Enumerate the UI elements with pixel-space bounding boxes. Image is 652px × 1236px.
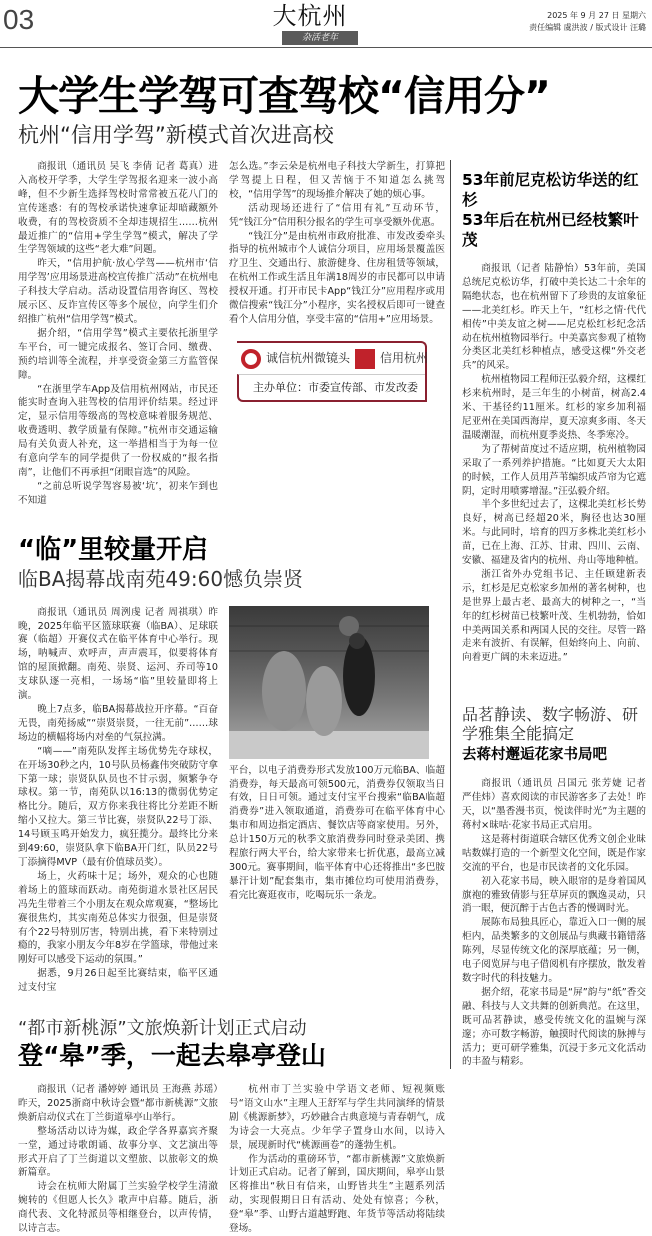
paragraph: 据悉，9月26日起至比赛结束，临平区通过支付宝 — [18, 968, 218, 994]
paragraph: “在浙里学车App及信用杭州网站，市民还能实时查询入驻驾校的信用评价结果。经过评定，显示信用等级高的驾校意味着服务规范、收费透明、教学质量有保障。”杭州市交通运输局有关负责人补充，这一举措相当于为每一位有意向学车的同学提供了一份权威的“报名指南”，让他们不再承担“闭眼盲选”的风险。 — [18, 383, 218, 478]
headline-redwood — [462, 170, 646, 250]
paragraph: 昨天，“信用护航·放心学驾——杭州市‘信用学驾’应用场景进高校宣传推广活动”在杭州电子科技大学启动。活动设置信用咨询区、驾校展示区、反诈宣传区等多个展位，向学生们介绍推广杭州“信用学驾”模式。 — [18, 258, 218, 325]
paragraph: 商报讯（通讯员 吕国元 张芳婕 记者 严佳炜）喜欢阅读的市民游客多了去处！昨天，以“墨香漫书页，悦读伴时光”为主题的蒋村×昧咕·花家书局正式启用。 — [462, 778, 646, 831]
paragraph: 晚上7点多，临BA揭幕战拉开序幕。“百奋无畏，南苑扬威”“崇贤崇贤，一往无前”……球场边的横幅将场内对垒的气氛拉满。 — [18, 704, 218, 743]
bookstore-headline: 去蒋村邂逅花家书局吧 — [462, 747, 607, 764]
editors: 责任编辑 虞洪波 / 版式设计 汪璐 — [529, 23, 646, 32]
redwood-body — [462, 262, 646, 665]
article1-col2 — [229, 160, 445, 327]
paragraph: 整场活动以诗为媒，政企学各界嘉宾齐聚一堂，通过诗歌朗诵、故事分享、文艺演出等形式开启了丁兰街道以文塑旅、以旅彰文的焕新篇章。 — [18, 1125, 218, 1179]
article1-columns — [18, 160, 445, 508]
article1-col2-wrap — [229, 160, 445, 402]
spacer — [462, 665, 646, 705]
logo-text-1: 诚信杭州微镜头 — [266, 351, 351, 366]
headline-line: 53年后在杭州已经枝繁叶茂 — [462, 211, 639, 249]
sponsor-line: 主办单位：市委宣传部、市发改委 — [237, 374, 425, 402]
paragraph: 活动现场还进行了“信用有礼”互动环节，凭“钱江分”信用积分报名的学生可享受额外优惠。 — [229, 202, 445, 228]
paragraph: 半个多世纪过去了，这棵北美红杉长势良好，树高已经超20米，胸径也达30厘米。与此同时，培育的四万多株北美红杉小苗，已在上海、江苏、甘肃、四川、云南、安徽、福建及省内的杭州、舟山等地种植。 — [462, 499, 646, 567]
kicker-gaoting: “都市新桃源”文旅焕新计划正式启动 — [18, 1018, 307, 1040]
paragraph: 场上，火药味十足；场外，观众的心也随着场上的篮球而跃动。南苑街道水景社区居民冯先生带着三个小朋友在观众席观赛，“整场比赛很焦灼，其实南苑总体实力很强，但是崇贤有个22号特别厉害，特别出挑，看下来特别过瘾的，我家小朋友今年8岁在学篮球，带他过来刚好可以感受下运动的氛围。” — [18, 870, 218, 966]
section-tag: 杂活老年 — [282, 31, 358, 45]
article1-col1 — [18, 160, 218, 508]
paragraph: 怎么选。”李云朵是杭州电子科技大学新生，打算把学驾提上日程，但又苦恼于不知道怎么挑驾校，“信用学驾”的现场推介解决了她的烦心事。 — [229, 161, 445, 200]
paragraph: 杭州植物园工程师汪弘毅介绍，这棵红杉来杭州时，是三年生的小树苗，树高2.4米、干基径约11厘米。红杉的家乡加利福尼亚州在美国西海岸，夏天凉爽多雨、冬天温暖潮湿，而杭州夏季炎热、冬季寒冷。 — [462, 374, 646, 441]
paragraph: 作为活动的重磅环节，“都市新桃源”文旅焕新计划正式启动。记者了解到，国庆期间，皋亭山景区将推出“秋日有信来，山野皆共生”主题系列活动，实现假期日日有活动、处处有惊喜；今秋，登“皋”季、山野古道越野跑、年货节等活动将陆续登场。 — [229, 1153, 445, 1235]
headline-driving: 大学生学驾可查驾校“信用分” — [18, 72, 550, 120]
paragraph: 商报讯（通讯员 吴飞 李倩 记者 葛真）进入高校开学季，大学生学驾报名迎来一波小高峰，但不少新生选择驾校时常常被五花八门的宣传迷惑：有的驾校承诺快速拿证却暗藏额外收费，有的驾校资质不全却违规招生……杭州最近推广的“信用+学生学驾”模式，解决了学生学驾领域的这些“老大难”问题。 — [18, 161, 218, 256]
paragraph: 诗会在杭师大附属丁兰实验学校学生清澈婉转的《但愿人长久》歌声中启幕。随后，浙商代表、文化特派员等相继登台，以声传情，以诗言志。 — [18, 1181, 218, 1235]
subheadline-driving: 杭州“信用学驾”新模式首次进高校 — [18, 123, 334, 147]
gaoting-col2 — [229, 1083, 445, 1236]
paragraph: “嘀——”南苑队发挥主场优势先夺球权，在开场30秒之内，10号队员杨鑫伟突破防守拿下第一球；崇贤队队员也不甘示弱，频繁争夺球权。第一节，南苑队以16:13的微弱优势定格比分。随后，双方你来我往将比分差距不断缩小又拉大。第三节比赛，崇贤队22号丁添、14号顾玉鸣开始发力，疯狂揽分。最终比分来到49:60，崇贤队拿下临BA开门红，队员22号丁添摘得MVP（最有价值球员奖）。 — [18, 745, 218, 868]
paragraph: 为了帮树苗度过不适应期，杭州植物园采取了一系列养护措施。“比如夏天大太阳的时候，工作人员用芦苇编织成芦帘为它遮阴，定时用喷雾增湿。”汪弘毅介绍。 — [462, 443, 646, 497]
page-number: 03 — [3, 4, 35, 35]
page-columns — [0, 160, 652, 1236]
page-header — [0, 0, 652, 48]
paragraph: “钱江分”是由杭州市政府批准、市发改委牵头指导的杭州城市个人诚信分项目，应用场景覆盖医疗卫生、交通出行、旅游健身、住房租赁等领域，在杭州工作或生活且年满18周岁的市民都可以申请授权开通。打开市民卡App“钱江分”应用程序或用微信搜索“钱江分”小程序，实名授权后即可一键查看个人信用分值，享受丰富的“信用+”应用场景。 — [229, 230, 445, 325]
credit-banner — [237, 341, 427, 402]
article3-columns — [18, 1083, 445, 1236]
article2-columns — [18, 606, 445, 995]
paragraph: 商报讯（记者 陆静怡）53年前，美国总统尼克松访华，打破中美长达二十余年的隔绝状态，也在杭州留下了珍贵的友谊象征——北美红杉。昨天上午，“红杉之情·代代相传”中美友谊之树——尼克松红杉纪念活动在杭州植物园举行。中美嘉宾参观了植物分类区北美红杉种植点，感受这棵“外交老兵”的风采。 — [462, 263, 646, 372]
date-info — [529, 10, 646, 34]
paragraph: 展陈布局独具匠心，靠近入口一侧的展柜内，品类繁多的文创展品与典藏书籍错落陈列，尽显传统文化的深厚底蕴；另一侧，电子阅览屏与电子借阅机有序摆放，散发着数字时代的科技魅力。 — [462, 917, 646, 984]
basketball-photo — [229, 606, 429, 759]
basketball-players-illustration — [229, 606, 429, 759]
right-column — [450, 160, 652, 1069]
paragraph: 杭州市丁兰实验中学语文老师、短视频账号“语文山水”主理人王舒军与学生共同演绎的情景剧《桃源新梦》，巧妙融合古典意境与青春朝气，成为诗会一大亮点。少年学子置身山水间，以诗入景，展现新时代“桃源画卷”的蓬勃生机。 — [229, 1084, 445, 1151]
bookstore-body — [462, 777, 646, 1069]
headline-line: 53年前尼克松访华送的红杉 — [462, 171, 639, 209]
camera-lens-logo-icon — [241, 349, 261, 369]
paragraph: 商报讯（通讯员 周洌虔 记者 周祺琪）昨晚，2025年临平区篮球联赛（临BA）、足球联赛（临超）开赛仪式在临平体育中心举行。现场，呐喊声、欢呼声，声声震耳，似要将体育馆的屋顶掀翻。南苑、崇贤、运河、乔司等10支球队逐一亮相，一场场“临”里较量即将上演。 — [18, 606, 218, 702]
paragraph: 平台，以电子消费券形式发放100万元临BA、临超消费券，每天最高可领500元，消费券仅领取当日有效，日日可领。通过支付宝平台搜索“临BA临超消费券”进入领取通道，消费券可在临平体育中心集市和周边指定酒店、餐饮店等商家使用。另外，总计150万元的秋季文旅消费券同时登录美团、携程旅行两大平台，给大家带来七折优惠，最高立减300元。赛事期间，临平体育中心还将推出“多巴胺暴汗计划”配套集市，集市摊位均可使用消费券，看完比赛逛夜市，吃喝玩乐一条龙。 — [229, 764, 445, 901]
issue-date: 2025 年 9 月 27 日 星期六 — [547, 11, 646, 20]
paragraph: 据介绍，花家书局是“屏”韵与“纸”香交融、科技与人文共舞的创新典范。在这里，既可品茗静读，感受传统文化的温婉与深邃；亦可数字畅游，触摸时代阅读的脉搏与活力；更可研学雅集，沉浸于多元文化活动的丰盈与精彩。 — [462, 986, 646, 1068]
gaoting-col1 — [18, 1083, 218, 1236]
subheadline-basketball: 临BA揭幕战南苑49:60憾负崇贤 — [18, 566, 304, 591]
paragraph: 浙江省外办党组书记、主任顾建新表示，红杉是尼克松家乡加州的著名树种，也是世界上最古老、最高大的树种之一，“当年的红杉树苗已枝繁叶茂、生机勃勃，恰如中美两国关系和两国人民的交往。尽管一路走来有波折、有误解，但始终向上、向前、向着更广阔的未来迈进。” — [462, 568, 646, 664]
basketball-col1 — [18, 606, 218, 995]
paragraph: 据介绍，“信用学驾”模式主要依托浙里学车平台，可一键完成报名、签订合同、缴费、预约培训等全流程，并享受资金第三方监管保障。 — [18, 327, 218, 381]
headline-gaoting: 登“皋”季，一起去皋亭登山 — [18, 1041, 326, 1071]
bookstore-kicker: 品茗静读、数字畅游、研学雅集全能搞定 — [462, 705, 639, 744]
left-area — [0, 160, 450, 1236]
logo-text-2: 信用杭州 — [380, 351, 429, 366]
credit-hangzhou-logo-icon — [355, 349, 375, 369]
headline-basketball: “临”里较量开启 — [18, 534, 209, 565]
paragraph: 商报讯（记者 潘婷婷 通讯员 王海燕 苏瑶）昨天，2025浙商中秋诗会暨“都市新桃源”文旅焕新启动仪式在丁兰街道皋亭山举行。 — [18, 1084, 218, 1123]
paragraph: 这是蒋村街道联合辖区优秀文创企业昧咕数媒打造的一个新型文化空间，既是作家交流的平台，也是市民读者的文化乐园。 — [462, 833, 646, 873]
article2-col2-wrap — [229, 606, 445, 903]
basketball-col2 — [229, 764, 445, 903]
paragraph: 初入花家书局，映入眼帘的是身着国风旗袍的雅致倩影与狂草屏页的飘逸灵动，只消一眼，便沉醉于古色古香的慢调时光。 — [462, 875, 646, 915]
paragraph: “之前总听说学驾容易被‘坑’，初来乍到也不知道 — [18, 480, 218, 506]
masthead: 大杭州 — [272, 2, 348, 30]
